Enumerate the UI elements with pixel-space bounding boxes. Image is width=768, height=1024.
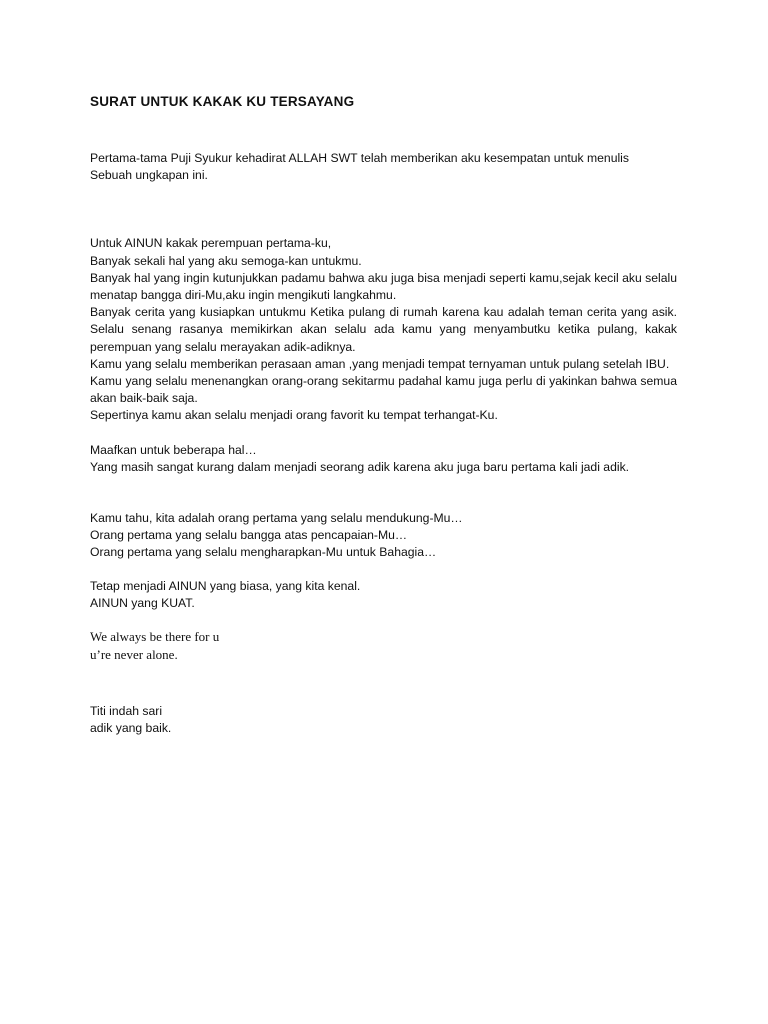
stay-line: AINUN yang KUAT. — [90, 595, 195, 610]
stay-section — [90, 578, 677, 612]
apology-line: Yang masih sangat kurang dalam menjadi seorang adik karena aku juga baru pertama kali jadi adik. — [90, 459, 630, 474]
signature-block — [90, 703, 677, 737]
support-section — [90, 510, 677, 562]
apology-line: Maafkan untuk beberapa hal… — [90, 442, 257, 457]
english-line: u’re never alone. — [90, 646, 178, 662]
support-line: Orang pertama yang selalu mengharapkan-Mu untuk Bahagia… — [90, 545, 437, 560]
support-line: Kamu tahu, kita adalah orang pertama yang selalu mendukung-Mu… — [90, 511, 463, 526]
letter-body — [90, 235, 677, 424]
body-paragraph: Banyak cerita yang kusiapkan untukmu Ketika pulang di rumah karena kau adalah teman cerita yang asik. Selalu senang rasanya memikirkan akan selalu ada kamu yang menyambutku ketika pulang, kakak perempuan yang selalu merayakan adik-adiknya. — [90, 305, 677, 354]
intro-paragraph — [90, 150, 677, 184]
intro-line: Sebuah ungkapan ini. — [90, 168, 208, 183]
apology-section — [90, 442, 677, 476]
signature-name: Titi indah sari — [90, 704, 163, 719]
body-line: Untuk AINUN kakak perempuan pertama-ku, — [90, 236, 332, 251]
body-paragraph: Sepertinya kamu akan selalu menjadi orang favorit ku tempat terhangat-Ku. — [90, 408, 498, 423]
signature-closing: adik yang baik. — [90, 721, 172, 736]
english-section — [90, 628, 677, 663]
intro-line: Pertama-tama Puji Syukur kehadirat ALLAH SWT telah memberikan aku kesempatan untuk menulis — [90, 151, 629, 165]
english-line: We always be there for u — [90, 629, 220, 645]
support-line: Orang pertama yang selalu bangga atas pencapaian-Mu… — [90, 528, 408, 543]
body-line: Banyak sekali hal yang aku semoga-kan untukmu. — [90, 253, 362, 268]
body-paragraph: Kamu yang selalu menenangkan orang-orang sekitarmu padahal kamu juga perlu di yakinkan bahwa semua akan baik-baik saja. — [90, 374, 677, 406]
body-paragraph: Kamu yang selalu memberikan perasaan aman ,yang menjadi tempat ternyaman untuk pulang setelah IBU. — [90, 356, 670, 371]
stay-line: Tetap menjadi AINUN yang biasa, yang kita kenal. — [90, 578, 361, 593]
letter-content — [90, 93, 677, 737]
letter-title: SURAT UNTUK KAKAK KU TERSAYANG — [90, 94, 355, 109]
body-paragraph: Banyak hal yang ingin kutunjukkan padamu bahwa aku juga bisa menjadi seperti kamu,sejak kecil aku selalu menatap bangga diri-Mu,aku ingin mengikuti langkahmu. — [90, 270, 677, 303]
